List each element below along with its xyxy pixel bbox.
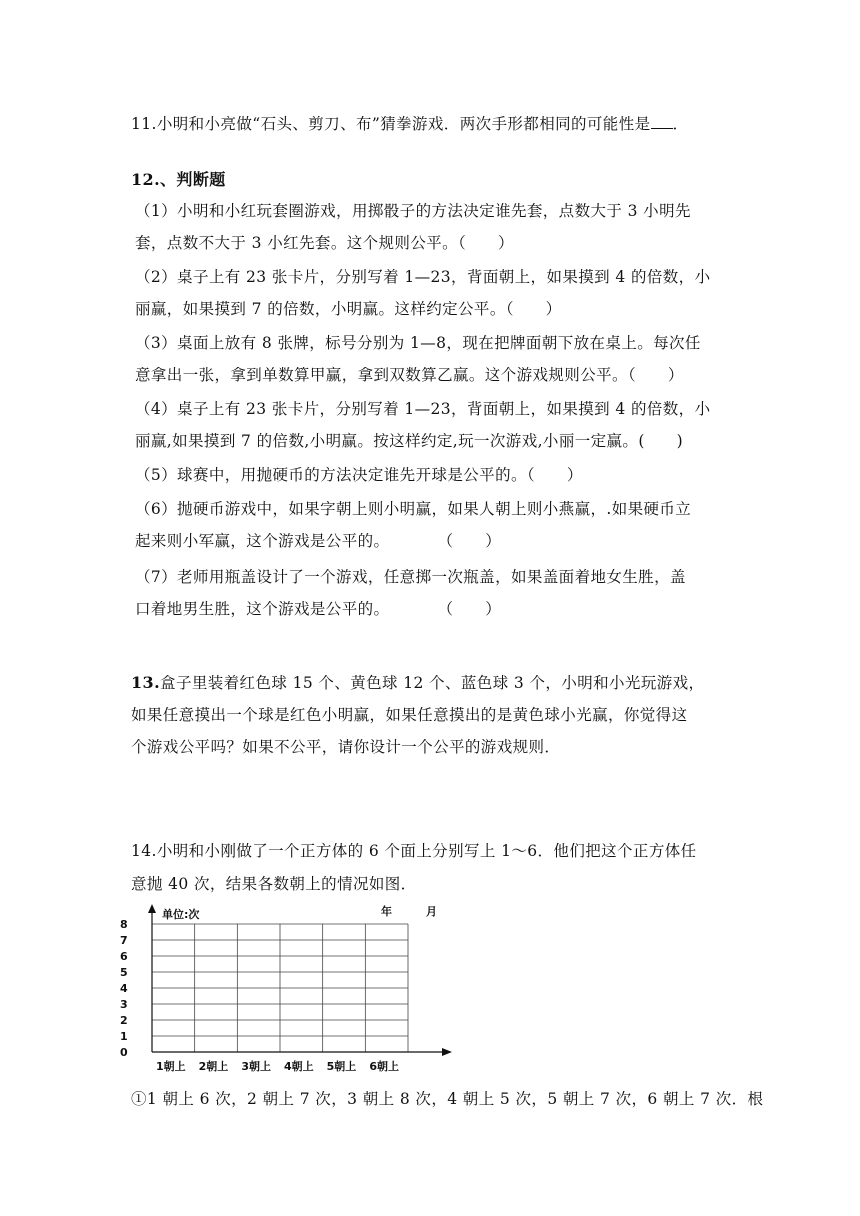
unit-label: 单位:次 — [162, 908, 200, 921]
question-11-text: 11.小明和小亮做“石头、剪刀、布”猜拳游戏．两次手形都相同的可能性是 — [131, 115, 651, 133]
y-tick-label: 0 — [120, 1046, 128, 1059]
question-12-line: （5）球赛中，用抛硬币的方法决定谁先开球是公平的。（ ） — [135, 466, 583, 484]
question-13-line-1: 13.盒子里装着红色球 15 个、黄色球 12 个、蓝色球 3 个，小明和小光玩游戏， — [131, 673, 705, 692]
blank-statistics-chart — [110, 900, 470, 1080]
question-12-line: 起来则小军赢，这个游戏是公平的。 （ ） — [135, 532, 502, 550]
question-12-title: 12.、判断题 — [131, 170, 226, 189]
question-12-line: 口着地男生胜，这个游戏是公平的。 （ ） — [135, 600, 502, 618]
question-13-line-2: 如果任意摸出一个球是红色小明赢，如果任意摸出的是黄色球小光赢，你觉得这 — [131, 706, 688, 724]
y-axis-arrow — [148, 904, 156, 913]
y-tick-label: 1 — [120, 1030, 128, 1043]
question-12-line: 意拿出一张，拿到单数算甲赢，拿到双数算乙赢。这个游戏规则公平。（ ） — [135, 366, 684, 384]
y-tick-labels — [120, 918, 128, 1059]
question-12-line: （2）桌子上有 23 张卡片，分别写着 1—23，背面朝上，如果摸到 4 的倍数，小 — [135, 268, 711, 286]
x-axis-arrow — [442, 1048, 452, 1056]
y-tick-label: 8 — [120, 918, 128, 931]
x-category-labels — [156, 1059, 399, 1073]
y-tick-label: 2 — [120, 1014, 128, 1027]
chart-grid — [152, 924, 408, 1052]
question-12-line: （1）小明和小红玩套圈游戏，用掷骰子的方法决定谁先套，点数大于 3 小明先 — [135, 202, 691, 220]
y-tick-label: 5 — [120, 966, 128, 979]
y-tick-label: 4 — [120, 982, 128, 995]
question-14-line-1: 14.小明和小刚做了一个正方体的 6 个面上分别写上 1～6．他们把这个正方体任 — [131, 842, 697, 860]
question-13-line-3: 个游戏公平吗？如果不公平，请你设计一个公平的游戏规则． — [131, 738, 561, 756]
x-category-label: 6朝上 — [369, 1060, 399, 1073]
question-13-number: 13. — [131, 673, 161, 692]
question-12-line: （6）抛硬币游戏中，如果字朝上则小明赢，如果人朝上则小燕赢，.如果硬币立 — [135, 500, 692, 518]
y-tick-label: 6 — [120, 950, 128, 963]
x-category-label: 3朝上 — [241, 1060, 271, 1073]
answer-blank — [651, 114, 673, 129]
x-category-label: 2朝上 — [198, 1060, 229, 1073]
question-12-line: （3）桌面上放有 8 张牌，标号分别为 1—8，现在把牌面朝下放在桌上。每次任 — [135, 334, 701, 352]
x-category-label: 1朝上 — [156, 1060, 186, 1073]
question-14-data-line: ①1 朝上 6 次，2 朝上 7 次，3 朝上 8 次，4 朝上 5 次，5 朝上 7 次，6 朝上 7 次．根 — [131, 1090, 764, 1108]
question-12-line: 丽赢,如果摸到 7 的倍数,小明赢。按这样约定,玩一次游戏,小丽一定赢。( ) — [135, 432, 684, 450]
x-category-label: 4朝上 — [284, 1060, 314, 1073]
question-12-line: 套，点数不大于 3 小红先套。这个规则公平。（ ） — [135, 234, 514, 252]
x-category-label: 5朝上 — [326, 1060, 357, 1073]
question-12-line: 丽赢，如果摸到 7 的倍数，小明赢。这样约定公平。（ ） — [135, 300, 562, 318]
question-12-line: （7）老师用瓶盖设计了一个游戏，任意掷一次瓶盖，如果盖面着地女生胜，盖 — [135, 568, 686, 586]
y-tick-label: 7 — [120, 934, 128, 947]
question-11: 11.小明和小亮做“石头、剪刀、布”猜拳游戏．两次手形都相同的可能性是 ． — [131, 115, 689, 133]
question-14-line-2: 意抛 40 次，结果各数朝上的情况如图． — [131, 875, 417, 893]
month-label: 月 — [426, 905, 437, 918]
year-label: 年 — [381, 905, 392, 918]
question-12-line: （4）桌子上有 23 张卡片，分别写着 1—23，背面朝上，如果摸到 4 的倍数，小 — [135, 400, 711, 418]
y-tick-label: 3 — [120, 998, 128, 1011]
